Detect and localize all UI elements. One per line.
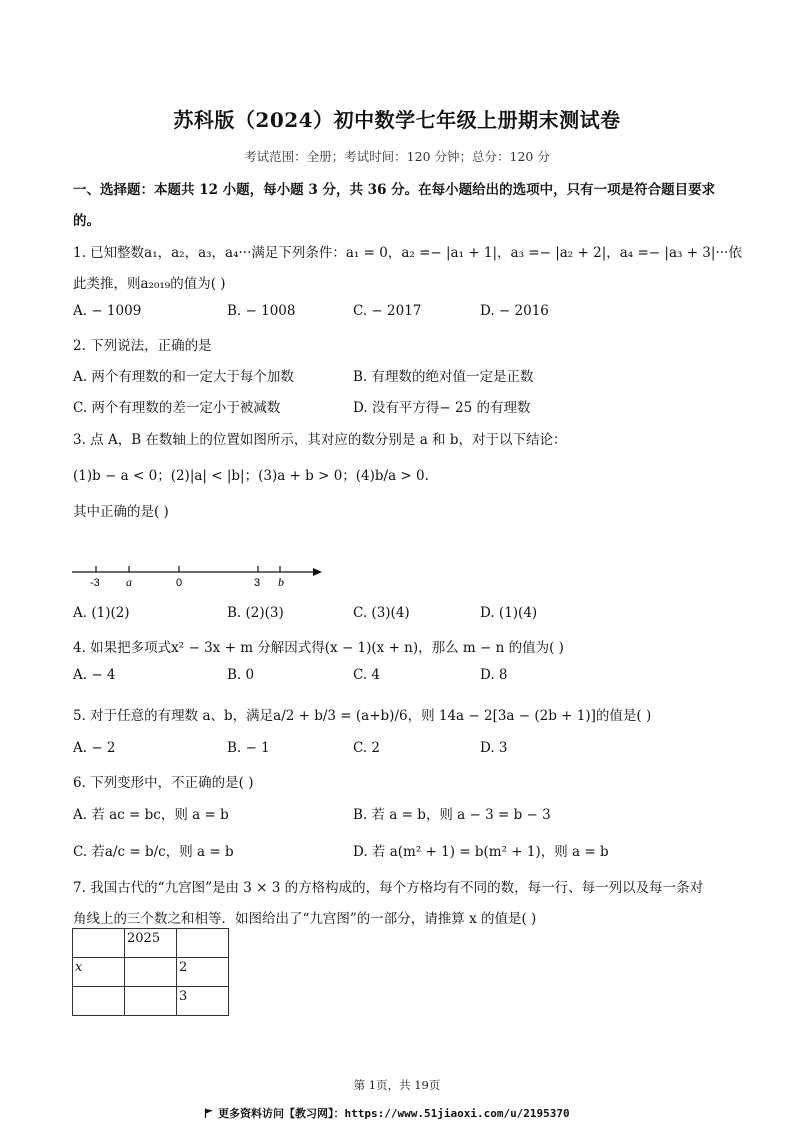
q3-option-a[interactable]: A. (1)(2) (73, 605, 130, 621)
q3-option-d[interactable]: D. (1)(4) (480, 605, 538, 621)
grid-cell: 2 (177, 958, 229, 987)
q1-option-a[interactable]: A. − 1009 (73, 303, 142, 319)
q2-stem: 2. 下列说法，正确的是 (73, 338, 212, 354)
exam-info: 考试范围：全册；考试时间：120 分钟；总分：120 分 (244, 149, 550, 164)
grid-cell: 3 (177, 987, 229, 1016)
grid-cell (125, 987, 177, 1016)
q5-option-b[interactable]: B. − 1 (227, 740, 270, 756)
grid-cell: x (73, 958, 125, 987)
q6-option-b[interactable]: B. 若 a = b，则 a − 3 = b − 3 (353, 807, 551, 823)
q3-stem-line3: 其中正确的是( ) (73, 504, 169, 520)
q4-option-d[interactable]: D. 8 (480, 667, 508, 683)
label-3: 3 (254, 577, 261, 589)
page-number: 第 1页，共 19页 (353, 1078, 441, 1092)
q5-stem: 5. 对于任意的有理数 a、b，满足a/2 + b/3 = (a+b)/6，则 14a − 2[3a − (2b + 1)]的值是( ) (73, 708, 652, 724)
q7-stem-line2: 角线上的三个数之和相等．如图给出了“九宫图”的一部分，请推算 x 的值是( ) (73, 911, 537, 927)
q4-stem: 4. 如果把多项式x² − 3x + m 分解因式得(x − 1)(x + n)，那么 m − n 的值为( ) (73, 640, 564, 656)
section-heading-line1: 一、选择题：本题共 12 小题，每小题 3 分，共 36 分。在每小题给出的选项中，只有一项是符合题目要求 (73, 182, 716, 198)
q3-option-c[interactable]: C. (3)(4) (353, 605, 410, 621)
flag-icon (204, 1108, 214, 1118)
number-line-arrow-icon (313, 568, 322, 576)
q1-stem-line1: 1. 已知整数a₁，a₂，a₃，a₄···满足下列条件：a₁ = 0，a₂ =− |a₁ + 1|，a₃ =− |a₂ + 2|，a₄ =− |a₃ + 3|···依 (73, 245, 742, 261)
page-title: 苏科版（2024）初中数学七年级上册期末测试卷 (173, 108, 621, 132)
magic-square-grid (72, 928, 229, 1016)
q1-option-b[interactable]: B. − 1008 (227, 303, 296, 319)
q3-conclusions: (1)b − a < 0；(2)|a| < |b|；(3)a + b > 0；(4)b/a > 0. (73, 468, 429, 484)
section-heading-line2: 的。 (73, 213, 100, 229)
q6-stem: 6. 下列变形中，不正确的是( ) (73, 775, 254, 791)
q2-option-d[interactable]: D. 没有平方得− 25 的有理数 (353, 400, 531, 416)
q6-option-d[interactable]: D. 若 a(m² + 1) = b(m² + 1)，则 a = b (353, 844, 609, 860)
q7-stem-line1: 7. 我国古代的“九宫图”是由 3 × 3 的方格构成的，每个方格均有不同的数，每一行、每一列以及每一条对 (73, 880, 704, 896)
label-0: 0 (176, 577, 183, 589)
q6-option-c[interactable]: C. 若a/c = b/c，则 a = b (73, 844, 234, 860)
q4-option-c[interactable]: C. 4 (353, 667, 381, 683)
grid-cell (125, 958, 177, 987)
q1-option-d[interactable]: D. − 2016 (480, 303, 549, 319)
q2-option-c[interactable]: C. 两个有理数的差一定小于被减数 (73, 400, 281, 416)
label-minus3: -3 (90, 577, 100, 589)
grid-cell: 2025 (125, 929, 177, 958)
grid-cell (73, 987, 125, 1016)
label-a: a (126, 575, 132, 589)
q5-option-d[interactable]: D. 3 (480, 740, 508, 756)
q6-option-a[interactable]: A. 若 ac = bc，则 a = b (73, 807, 229, 823)
grid-cell (73, 929, 125, 958)
q4-option-b[interactable]: B. 0 (227, 667, 255, 683)
q2-option-b[interactable]: B. 有理数的绝对值一定是正数 (353, 369, 534, 385)
q3-stem-line1: 3. 点 A，B 在数轴上的位置如图所示，其对应的数分别是 a 和 b，对于以下结论： (73, 432, 567, 448)
q1-option-c[interactable]: C. − 2017 (353, 303, 422, 319)
grid-cell (177, 929, 229, 958)
q3-option-b[interactable]: B. (2)(3) (227, 605, 284, 621)
resource-link[interactable] (204, 1105, 570, 1121)
q1-stem-line2: 此类推，则a₂₀₁₉的值为( ) (73, 276, 226, 292)
resource-link-text[interactable]: 更多资料访问【教习网】：https://www.51jiaoxi.com/u/2195370 (218, 1107, 570, 1120)
number-line-figure (70, 560, 330, 592)
q4-option-a[interactable]: A. − 4 (73, 667, 116, 683)
q5-option-c[interactable]: C. 2 (353, 740, 381, 756)
label-b: b (278, 575, 284, 589)
q2-option-a[interactable]: A. 两个有理数的和一定大于每个加数 (73, 369, 294, 385)
q5-option-a[interactable]: A. − 2 (73, 740, 116, 756)
